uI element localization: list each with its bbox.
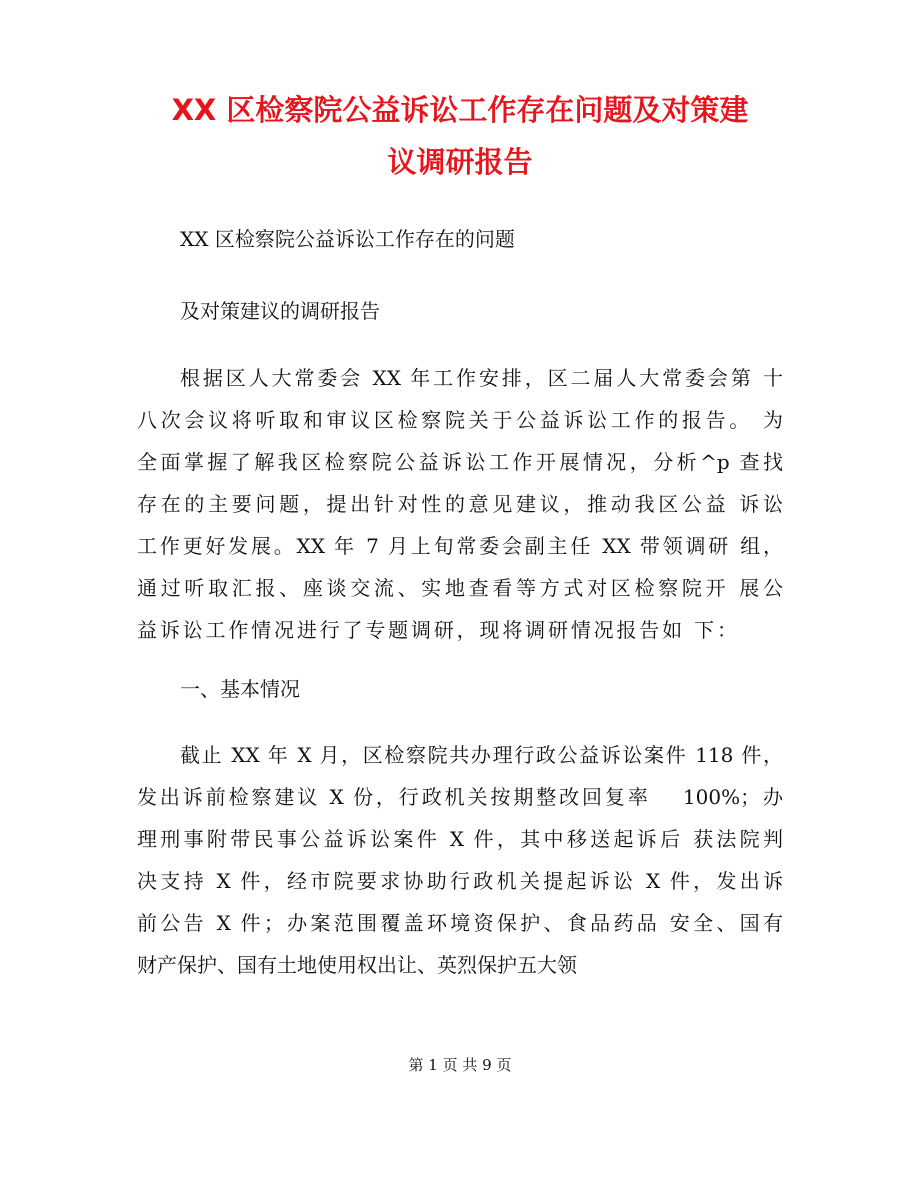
paragraph-line: 决支持 X 件，经市院要求协助行政机关提起诉讼 X 件，发出诉: [137, 869, 783, 893]
paragraph-line: 工作更好发展。XX 年 7 月上旬常委会副主任 XX 带领调研 组，: [137, 534, 783, 558]
paragraph-line: 存在的主要问题，提出针对性的意见建议，推动我区公益 诉讼: [137, 492, 783, 516]
paragraph-line: 益诉讼工作情况进行了专题调研，现将调研情况报告如 下：: [137, 618, 737, 642]
document-title-line-2: 议调研报告: [387, 145, 533, 179]
page-number-footer: 第 1 页 共 9 页: [408, 1056, 512, 1074]
paragraph-line: 八次会议将听取和审议区检察院关于公益诉讼工作的报告。 为: [137, 408, 783, 432]
paragraph-line: 截止 XX 年 X 月，区检察院共办理行政公益诉讼案件 118 件，: [180, 743, 783, 767]
paragraph-line: 理刑事附带民事公益诉讼案件 X 件，其中移送起诉后 获法院判: [137, 827, 783, 851]
paragraph-line: 全面掌握了解我区检察院公益诉讼工作开展情况，分析^p 查找: [137, 450, 783, 474]
subtitle-line-2: 及对策建议的调研报告: [180, 299, 380, 323]
paragraph-line: 通过听取汇报、座谈交流、实地查看等方式对区检察院开 展公: [137, 576, 783, 600]
paragraph-line: 根据区人大常委会 XX 年工作安排，区二届人大常委会第 十: [180, 366, 783, 390]
paragraph-line: 发出诉前检察建议 X 份，行政机关按期整改回复率 100%；办: [137, 785, 783, 809]
paragraph-line: 财产保护、国有土地使用权出让、英烈保护五大领: [137, 953, 577, 977]
document-title-line-1: XX 区检察院公益诉讼工作存在问题及对策建: [171, 93, 749, 127]
subtitle-line-1: XX 区检察院公益诉讼工作存在的问题: [180, 227, 515, 251]
section-heading: 一、基本情况: [180, 677, 300, 701]
paragraph-line: 前公告 X 件；办案范围覆盖环境资保护、食品药品 安全、国有: [137, 911, 783, 935]
